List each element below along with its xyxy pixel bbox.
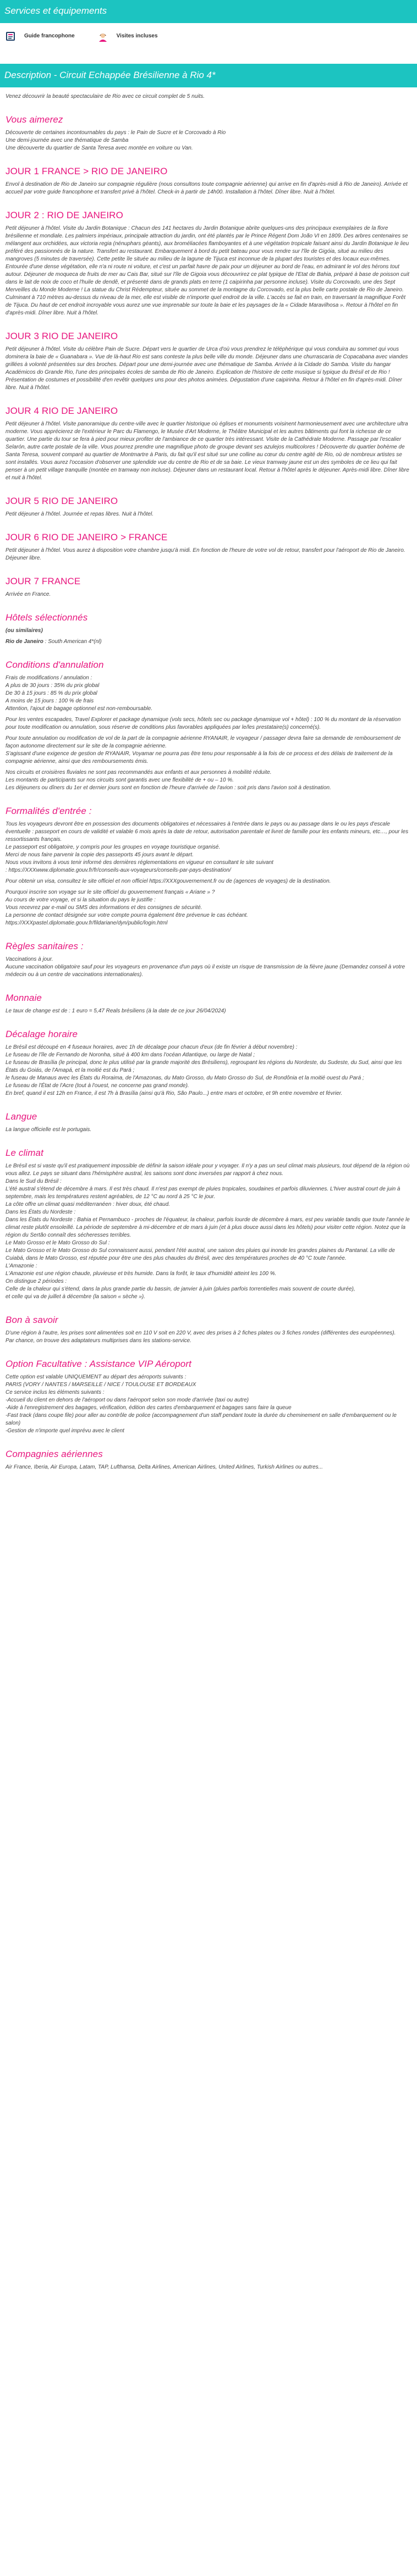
hotels-city: Rio de Janeiro xyxy=(6,639,43,645)
hotels-line xyxy=(6,638,411,646)
bon-savoir-heading: Bon à savoir xyxy=(6,1315,58,1325)
feature-visits xyxy=(97,30,158,42)
feature-guide-label: Guide francophone xyxy=(24,33,75,39)
features-row xyxy=(0,23,417,49)
day-2-heading: JOUR 2 : RIO DE JANEIRO xyxy=(6,210,123,220)
vous-aimerez-list: Découverte de certaines incontournables du pays : le Pain de Sucre et le Corcovado à Rio Une demi-journée avec une thématique de Samba Une découverte du quartier de Santa Teresa avec montée en voiture ou Van. xyxy=(6,130,226,151)
description-banner xyxy=(0,64,417,87)
decalage-heading: Décalage horaire xyxy=(6,1029,78,1039)
day-7-heading: JOUR 7 FRANCE xyxy=(6,576,81,586)
day-5-heading: JOUR 5 RIO DE JANEIRO xyxy=(6,496,118,506)
day-7-text: Arrivée en France. xyxy=(6,591,51,597)
conditions-para-4: Nos circuits et croisières fluviales ne sont pas recommandés aux enfants et aux personnes à mobilité réduite. Les montants de participants sur nos circuits sont garantis avec une flexibilité de + ou – 10 %. Les déjeuners ou dîners du 1er et dernier jours sont en fonction de l'heure d'arrivée de l'avion : soit pris dans l'avion soit à destination. xyxy=(6,769,331,791)
hotels-name: : South American 4*(nl) xyxy=(43,639,102,645)
day-2-text: Petit déjeuner à l'hôtel. Visite du Jardin Botanique : Chacun des 141 hectares du Jardin Botanique abrite quelques-uns des principaux exemplaires de la flore brésilienne et mondiale. Les palmiers impériaux, principale attraction du jardin, ont été plantés par le Prince Régent Dom João VI en 1809. Des arbres centenaires se mélangent aux orchidées, aux victoria regia (nénuphars géants), aux broméliacées flamboyantes et à une végétation tropicale faisant ainsi du Jardin Botanique le lieu préféré des passionnés de la nature. Transfert au restaurant. Embarquement à bord du petit bateau pour vous rendre sur l'île de Gigóia, situé au milieu des mangroves (5 minutes de traversée). Cette petite île située au milieu de la lagune de Tijuca est inconnue de la plupart des touristes et des locaux eux-mêmes. Entourée d'une dense végétation, elle n'a ni route ni voiture, et c'est un parfait havre de paix pour un déjeuner au bord de l'eau, en admirant le vol des hérons tout autour. Déjeuner de moqueca de fruits de mer au Cais Bar, situé sur l'île de Gigoia vous découvrirez ce plat typique de l'Etat de Bahia, préparé à base de poisson cuit dans le lait de noix de coco et l'huile de dendê, et présenté dans de grands plats en terre (1 caipirinha par personne incluse). Visite du Corcovado, une des Sept Merveilles du Monde Moderne ! La statue du Christ Rédempteur, située au sommet de la montagne du Corcovado, est la plus belle carte postale de Rio de Janeiro. Culminant à 710 mètres au-dessus du niveau de la mer, elle est visible de n'importe quel endroit de la ville. L'accès se fait en train, en traversant la magnifique Forêt de Tijuca. Du haut de cet endroit incroyable vous aurez une vue imprenable sur toute la baie et les paysages de la « Cidade Maravilhosa ». Retour à l'hôtel en fin d'après-midi. Dîner libre. Nuit à l'hôtel. xyxy=(6,225,409,316)
conditions-list: Frais de modifications / annulation : A plus de 30 jours : 35% du prix global De 30 à 15 jours : 85 % du prix global A moins de 15 jours : 100 % de frais Attention, l'ajout de bagage optionnel est non-remboursable. xyxy=(6,675,153,712)
conditions-para-2: Pour les ventes escapades, Travel Explorer et package dynamique (vols secs, hôtels sec ou package dynamique vol + hôtel) : 100 % du montant de la réservation pour toute modification ou annulation, sous réserve de conditions plus favorables appliquées par le/les prestataire(s) concerné(s). xyxy=(6,717,401,730)
climat-text: Le Brésil est si vaste qu'il est pratiquement impossible de définir la saison idéale pour y voyager. Il n'y a pas un seul climat mais plusieurs, tout dépend de la région où vous allez. Le pays se situant dans l'hémisphère austral, les saisons sont donc inversées par rapport à chez nous. Dans le Sud du Brésil : L'été austral s'étend de décembre à mars. Il est très chaud. Il n'est pas exempt de pluies tropicales, soudaines et parfois diluviennes. L'hiver austral court de juin à septembre, mais les températures restent agréables, de 12 °C au nord à 25 °C le jour. La côte offre un climat quasi méditerranéen : hiver doux, été chaud. Dans les États du Nordeste : Dans les États du Nordeste : Bahia et Pernambuco - proches de l'équateur, la chaleur, parfois lourde de décembre à mars, est peu variable tandis que toute l'année le climat reste plutôt ensoleillé. La période de septembre à mi-décembre et de mars à juin (et à plus douce aussi dans les hôtels) pour visiter cette région. Notez que la région du Sertão connaît des sécheresses terribles. Le Mato Grosso et le Mato Grosso do Sul : Le Mato Grosso et le Mato Grosso do Sul connaissent aussi, pendant l'été austral, une saison des pluies qui inonde les grandes plaines du Pantanal. La ville de Cuiabá, dans le Mato Grosso, est réputée pour être une des plus chaudes du Brésil, avec des températures proches de 40 °C toute l'année. L'Amazonie : L'Amazonie est une région chaude, pluvieuse et très humide. Dans la forêt, le taux d'humidité atteint les 100 %. On distingue 2 périodes : Celle de la chaleur qui s'étend, dans la plus grande partie du bassin, de janvier à juin (pluies parfois torrentielles mais souvent de courte durée), et celle qui va de juillet à décembre (la saison « sèche »). xyxy=(6,1163,410,1300)
day-4-text: Petit déjeuner à l'hôtel. Visite panoramique du centre-ville avec le quartier historique où églises et monuments voisinent harmonieusement avec une architecture ultra moderne. Vous apprécierez de l'extérieur le Parc du Flamengo, le Musée d'Art Moderne, le Théâtre Municipal et les autres bâtiments qui font la richesse de ce quartier. Une partie du tour se fera à pied pour mieux profiter de l'ambiance de ce quartier très intéressant. Visite de la Cathédrale Moderne. Passage par l'escalier Selarón, autre carte postale de la ville. Vous pourrez prendre une magnifique photo de groupe devant ses azulejos multicolores ! Découverte du quartier bohème de Santa Teresa, souvent comparé au quartier de Montmartre à Paris, du fait qu'il est situé sur une colline au cœur du centre agité de Rio, où de nombreux artistes se sont installés. Vous aurez l'occasion d'observer une splendide vue du centre de Rio et de sa baie. Le vieux tramway jaune est un des symboles de ce lieu qui fait penser à un petit village tranquille (montée en tramway non incluse). Déjeuner dans un restaurant local. Retour à l'hôtel après le déjeuner. Après-midi libre. Dîner libre et nuit à l'hôtel. xyxy=(6,421,409,481)
day-3-text: Petit déjeuner à l'hôtel. Visite du célèbre Pain de Sucre. Départ vers le quartier de Urca d'où vous prendrez le téléphérique qui vous conduira au sommet qui vous dominera la baie de « Guanabara ». Vue de là-haut Rio est sans conteste la plus belle ville du monde. Déjeuner dans une churrascaria de Copacabana avec viandes grillées à volonté présentées sur des broches. Départ pour une demi-journée avec une thématique de Samba. Arrivée à la Cidade do Samba. Visite du hangar Académicos do Grande Rio, l'une des principales écoles de samba de Rio de Janeiro. Explication de l'histoire de cette musique si typique du Brésil et de Rio ! Présentation de costumes et possibilité d'en revêtir quelques uns pour des photos animées. Dégustation d'une caipirinha. Retour à l'hôtel en fin d'après-midi. Dîner libre. Nuit à l'hôtel. xyxy=(6,346,408,391)
day-1-heading: JOUR 1 FRANCE > RIO DE JANEIRO xyxy=(6,166,168,176)
conditions-para-3: Pour toute annulation ou modification de vol de la part de la compagnie aérienne RYANAIR, le voyageur / passager devra faire sa demande de remboursement de façon autonome directement sur le site de la compagnie aérienne. S'agissant d'une exigence de gestion de RYANAIR, Voyamar ne pourra pas être tenu pour responsable à la fois de ce process et des délais de traitement de la compagnie aérienne, ainsi que des remboursements émis. xyxy=(6,735,401,765)
services-banner xyxy=(0,0,417,23)
formalites-para-1: Tous les voyageurs devront être en possession des documents obligatoires et nécessaires à l'entrée dans le pays ou au passage dans le ou les pays d'escale éventuelle : passeport en cours de validité et valable 6 mois après la date de retour, autorisation parentale et livret de famille pour les enfants mineurs, etc…, pour les ressortissants français. Le passeport est obligatoire, y compris pour les groupes en voyage touristique organisé. Merci de nous faire parvenir la copie des passeports 45 jours avant le départ. Nous vous invitons à vous tenir informé des dernières réglementations en vigueur en consultant le site suivant : https://XXXwww.diplomatie.gouv.fr/fr/conseils-aux-voyageurs/conseils-par-pays-destination/ xyxy=(6,821,409,873)
book-icon xyxy=(4,30,17,42)
langue-text: La langue officielle est le portugais. xyxy=(6,1127,92,1133)
monnaie-heading: Monnaie xyxy=(6,993,42,1003)
formalites-heading: Formalités d'entrée : xyxy=(6,806,92,816)
option-heading: Option Facultative : Assistance VIP Aéroport xyxy=(6,1359,191,1369)
bon-savoir-text: D'une région à l'autre, les prises sont alimentées soit en 110 V soit en 220 V, avec des prises à 2 fiches plates ou 3 fiches rondes (différentes des européennes). Par chance, on trouve des adaptateurs multiprises dans les stations-service. xyxy=(6,1330,396,1344)
formalites-para-2: Pour obtenir un visa, consultez le site officiel et non officiel https://XXXgouvernement.fr ou de (agences de voyages) de la destination. xyxy=(6,878,331,884)
day-1-text: Envol à destination de Rio de Janeiro sur compagnie régulière (nous consultons toute compagnie aérienne) qui arrive en fin d'après-midi à Rio de Janeiro). Arrivée et accueil par votre guide francophone et transfert privé à l'hôtel. Check-in à partir de 14h00. Installation à l'hôtel. Dîner libre. Nuit à l'hôtel. xyxy=(6,181,408,195)
climat-heading: Le climat xyxy=(6,1148,43,1158)
day-3-heading: JOUR 3 RIO DE JANEIRO xyxy=(6,331,118,341)
person-icon xyxy=(97,30,109,42)
decalage-text: Le Brésil est découpé en 4 fuseaux horaires, avec 1h de décalage pour chacun d'eux (de fin février à début novembre) : Le fuseau de l'île de Fernando de Noronha, situé à 400 km dans l'océan Atlantique, ou large de Natal ; Le fuseau de Brasília (le principal, donc le plus utilisé par la grande majorité des Brésiliens), regroupant les régions du Nordeste, du Sudeste, du Sud, ainsi que les États du Goiás, de l'Amapá, et la moitié est du Pará ; le fuseau de Manaus avec les États du Roraima, de l'Amazonas, du Mato Grosso, du Mato Grosso do Sul, de Rondônia et la moitié ouest du Pará ; Le fuseau de l'État de l'Acre (tout à l'ouest, ne concerne pas grand monde). En bref, quand il est 12h en France, il est 7h à Brasília (ainsi qu'à Rio, São Paulo...) entre mars et octobre, et 9h entre novembre et février. xyxy=(6,1044,402,1096)
conditions-heading: Conditions d'annulation xyxy=(6,660,104,670)
feature-guide xyxy=(4,30,75,42)
description-lead: Venez découvrir la beauté spectaculaire de Rio avec ce circuit complet de 5 nuits. xyxy=(6,93,205,99)
langue-heading: Langue xyxy=(6,1111,37,1122)
day-4-heading: JOUR 4 RIO DE JANEIRO xyxy=(6,406,118,416)
services-title: Services et équipements xyxy=(4,5,107,16)
formalites-para-3: Pourquoi inscrire son voyage sur le site officiel du gouvernement français « Ariane » ? Au cours de votre voyage, et si la situation du pays le justifie : Vous recevrez par e-mail ou SMS des informations et des consignes de sécurité. La personne de contact désignée sur votre compte pourra également être prévenue le cas échéant. https://XXXpastel.diplomatie.gouv.fr/fildariane/dyn/public/login.html xyxy=(6,889,248,926)
sanitaires-text: Vaccinations à jour. Aucune vaccination obligatoire sauf pour les voyageurs en provenance d'un pays où il existe un risque de transmission de la fièvre jaune (Demandez conseil à votre médecin ou à un centre de vaccinations internationales). xyxy=(6,956,405,978)
feature-visits-label: Visites incluses xyxy=(116,33,158,39)
vous-aimerez-heading: Vous aimerez xyxy=(6,114,63,125)
day-6-text: Petit déjeuner à l'hôtel. Vous aurez à disposition votre chambre jusqu'à midi. En fonction de l'heure de votre vol de retour, transfert pour l'aéroport de Rio de Janeiro. Déjeuner libre. xyxy=(6,547,405,561)
content xyxy=(0,93,417,1486)
sanitaires-heading: Règles sanitaires : xyxy=(6,941,84,951)
hotels-heading: Hôtels sélectionnés xyxy=(6,612,88,623)
compagnies-heading: Compagnies aériennes xyxy=(6,1449,103,1459)
compagnies-text: Air France, Iberia, Air Europa, Latam, TAP, Lufthansa, Delta Airlines, American Airlines, United Airlines, Turkish Airlines ou autres... xyxy=(6,1464,323,1470)
description-title: Description - Circuit Echappée Brésilienne à Rio 4* xyxy=(4,70,216,80)
day-5-text: Petit déjeuner à l'hôtel. Journée et repas libres. Nuit à l'hôtel. xyxy=(6,511,153,517)
monnaie-text: Le taux de change est de : 1 euro = 5,47 Reals brésiliens (à la date de ce jour 26/04/2024) xyxy=(6,1008,226,1014)
day-6-heading: JOUR 6 RIO DE JANEIRO > FRANCE xyxy=(6,532,168,542)
option-text: Cette option est valable UNIQUEMENT au départ des aéroports suivants : PARIS (VORY / NANTES / MARSEILLE / NICE / TOULOUSE ET BORDEAUX Ce service inclus les éléments suivants : -Accueil du client en dehors de l'aéroport ou dans l'aéroport selon son mode d'arrivée (taxi ou autre) -Aide à l'enregistrement des bagages, vérification, édition des cartes d'embarquement et bagages sans faire la queue -Fast track (dans coupe file) pour aller au contrôle de police (accompagnement d'un staff pendant toute la durée du cheminement en salle d'embarquement ou le salon) -Gestion de n'importe quel imprévu avec le client xyxy=(6,1374,397,1434)
hotels-note: (ou similaires) xyxy=(6,628,43,634)
